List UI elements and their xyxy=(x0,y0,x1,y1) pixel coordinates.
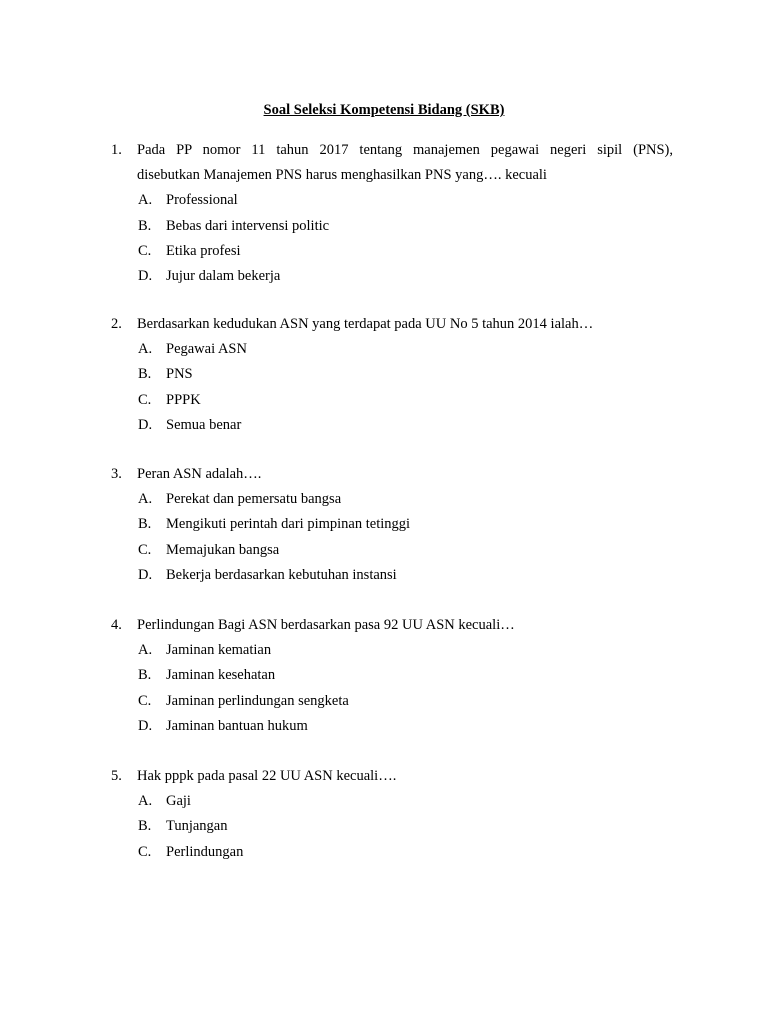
option-text: Perekat dan pemersatu bangsa xyxy=(166,491,342,508)
option-c xyxy=(138,840,673,865)
question-number: 2. xyxy=(111,316,122,332)
option-b xyxy=(138,512,673,537)
option-letter: C. xyxy=(138,541,152,558)
question-5 xyxy=(111,764,673,865)
option-text: Jaminan bantuan hukum xyxy=(166,717,308,734)
option-text: PNS xyxy=(166,366,193,383)
option-c xyxy=(138,388,673,413)
option-b xyxy=(138,362,673,387)
question-number: 4. xyxy=(111,617,122,633)
question-number: 1. xyxy=(111,142,122,158)
document-title: Soal Seleksi Kompetensi Bidang (SKB) xyxy=(263,102,505,118)
option-text: Jaminan kematian xyxy=(166,642,272,659)
option-a xyxy=(138,337,673,362)
option-d xyxy=(138,714,673,739)
question-stem xyxy=(111,462,673,487)
option-letter: D. xyxy=(138,416,153,433)
question-text-continued: disebutkan Manajemen PNS harus menghasilkan PNS yang…. kecuali xyxy=(137,167,547,184)
option-letter: C. xyxy=(138,242,152,259)
option-a xyxy=(138,188,673,213)
option-text: Mengikuti perintah dari pimpinan tetinggi xyxy=(166,516,411,533)
question-text: Pada PP nomor 11 tahun 2017 tentang manajemen pegawai negeri sipil (PNS), xyxy=(137,142,673,158)
question-text: Perlindungan Bagi ASN berdasarkan pasa 92 UU ASN kecuali… xyxy=(137,617,515,633)
option-letter: C. xyxy=(138,843,152,860)
question-3 xyxy=(111,462,673,588)
option-letter: D. xyxy=(138,268,153,285)
question-stem xyxy=(111,138,673,163)
option-d xyxy=(138,563,673,588)
option-b xyxy=(138,814,673,839)
option-letter: C. xyxy=(138,391,152,408)
option-text: Jujur dalam bekerja xyxy=(166,268,281,285)
option-b xyxy=(138,663,673,688)
option-text: Tunjangan xyxy=(166,818,228,835)
option-b xyxy=(138,214,673,239)
option-text: Jaminan kesehatan xyxy=(166,667,276,684)
option-letter: B. xyxy=(138,217,152,234)
option-letter: B. xyxy=(138,516,152,533)
option-c xyxy=(138,239,673,264)
option-letter: A. xyxy=(138,341,153,358)
question-2 xyxy=(111,312,673,438)
option-text: Pegawai ASN xyxy=(166,341,247,358)
option-c xyxy=(138,689,673,714)
option-letter: A. xyxy=(138,491,153,508)
option-text: Etika profesi xyxy=(166,242,241,259)
option-letter: A. xyxy=(138,642,153,659)
question-4 xyxy=(111,613,673,739)
option-letter: B. xyxy=(138,366,152,383)
option-text: Memajukan bangsa xyxy=(166,541,280,558)
option-text: Bekerja berdasarkan kebutuhan instansi xyxy=(166,566,397,583)
option-text: Professional xyxy=(166,192,238,209)
option-text: Gaji xyxy=(166,793,191,810)
question-stem xyxy=(111,312,673,337)
question-number: 5. xyxy=(111,768,122,784)
question-stem xyxy=(111,764,673,789)
question-1 xyxy=(111,138,673,289)
option-letter: B. xyxy=(138,667,152,684)
option-letter: D. xyxy=(138,566,153,583)
option-text: Perlindungan xyxy=(166,843,244,860)
question-stem xyxy=(111,613,673,638)
option-letter: B. xyxy=(138,818,152,835)
option-letter: A. xyxy=(138,793,153,810)
option-letter: D. xyxy=(138,717,153,734)
question-text: Berdasarkan kedudukan ASN yang terdapat pada UU No 5 tahun 2014 ialah… xyxy=(137,316,594,332)
option-d xyxy=(138,264,673,289)
option-text: Bebas dari intervensi politic xyxy=(166,217,330,234)
option-a xyxy=(138,638,673,663)
option-text: Semua benar xyxy=(166,416,242,433)
option-text: Jaminan perlindungan sengketa xyxy=(166,692,349,709)
option-a xyxy=(138,789,673,814)
option-d xyxy=(138,413,673,438)
option-letter: C. xyxy=(138,692,152,709)
option-a xyxy=(138,487,673,512)
question-number: 3. xyxy=(111,466,122,482)
option-c xyxy=(138,538,673,563)
option-letter: A. xyxy=(138,192,153,209)
question-text: Hak pppk pada pasal 22 UU ASN kecuali…. xyxy=(137,768,397,784)
question-text: Peran ASN adalah…. xyxy=(137,466,262,482)
option-text: PPPK xyxy=(166,391,201,408)
